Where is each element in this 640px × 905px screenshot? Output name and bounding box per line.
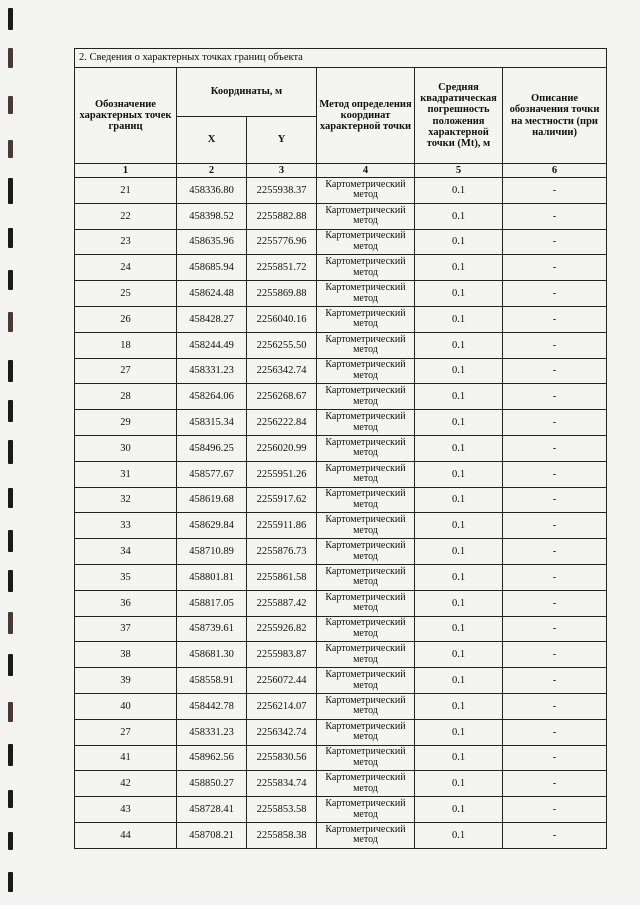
error-cell: 0.1 xyxy=(415,590,503,616)
point-cell: 35 xyxy=(75,564,177,590)
method-cell: Картометрический метод xyxy=(317,384,415,410)
binder-hole xyxy=(8,570,13,592)
table-row xyxy=(75,822,607,848)
table-row xyxy=(75,616,607,642)
column-number: 5 xyxy=(415,164,503,178)
binder-hole xyxy=(8,702,13,722)
error-cell: 0.1 xyxy=(415,332,503,358)
method-cell: Картометрический метод xyxy=(317,693,415,719)
method-cell: Картометрический метод xyxy=(317,564,415,590)
point-cell: 26 xyxy=(75,306,177,332)
point-cell: 21 xyxy=(75,178,177,204)
error-cell: 0.1 xyxy=(415,435,503,461)
x-coordinate-cell: 458336.80 xyxy=(177,178,247,204)
point-cell: 25 xyxy=(75,281,177,307)
point-cell: 37 xyxy=(75,616,177,642)
header-x: X xyxy=(177,117,247,164)
table-row xyxy=(75,668,607,694)
method-cell: Картометрический метод xyxy=(317,590,415,616)
description-cell: - xyxy=(503,281,607,307)
description-cell: - xyxy=(503,590,607,616)
y-coordinate-cell: 2255876.73 xyxy=(247,539,317,565)
header-error: Средняя квадратическая погрешность положения характерной точки (Mt), м xyxy=(415,68,503,164)
y-coordinate-cell: 2255911.86 xyxy=(247,513,317,539)
method-cell: Картометрический метод xyxy=(317,745,415,771)
description-cell: - xyxy=(503,642,607,668)
header-y: Y xyxy=(247,117,317,164)
point-cell: 34 xyxy=(75,539,177,565)
table-row xyxy=(75,203,607,229)
method-cell: Картометрический метод xyxy=(317,203,415,229)
table-row xyxy=(75,487,607,513)
x-coordinate-cell: 458739.61 xyxy=(177,616,247,642)
error-cell: 0.1 xyxy=(415,771,503,797)
y-coordinate-cell: 2255851.72 xyxy=(247,255,317,281)
table-row xyxy=(75,539,607,565)
binder-hole xyxy=(8,440,13,464)
error-cell: 0.1 xyxy=(415,487,503,513)
point-cell: 27 xyxy=(75,719,177,745)
error-cell: 0.1 xyxy=(415,745,503,771)
table-row xyxy=(75,435,607,461)
error-cell: 0.1 xyxy=(415,797,503,823)
y-coordinate-cell: 2255887.42 xyxy=(247,590,317,616)
method-cell: Картометрический метод xyxy=(317,281,415,307)
table-row xyxy=(75,745,607,771)
method-cell: Картометрический метод xyxy=(317,410,415,436)
x-coordinate-cell: 458619.68 xyxy=(177,487,247,513)
description-cell: - xyxy=(503,229,607,255)
x-coordinate-cell: 458681.30 xyxy=(177,642,247,668)
x-coordinate-cell: 458331.23 xyxy=(177,358,247,384)
point-cell: 43 xyxy=(75,797,177,823)
error-cell: 0.1 xyxy=(415,255,503,281)
binder-hole xyxy=(8,48,13,68)
y-coordinate-cell: 2255853.58 xyxy=(247,797,317,823)
method-cell: Картометрический метод xyxy=(317,229,415,255)
binder-hole xyxy=(8,8,13,30)
x-coordinate-cell: 458577.67 xyxy=(177,461,247,487)
x-coordinate-cell: 458315.34 xyxy=(177,410,247,436)
table-row xyxy=(75,564,607,590)
point-cell: 36 xyxy=(75,590,177,616)
point-cell: 40 xyxy=(75,693,177,719)
x-coordinate-cell: 458264.06 xyxy=(177,384,247,410)
description-cell: - xyxy=(503,178,607,204)
x-coordinate-cell: 458850.27 xyxy=(177,771,247,797)
binder-hole xyxy=(8,312,13,332)
point-cell: 39 xyxy=(75,668,177,694)
y-coordinate-cell: 2255926.82 xyxy=(247,616,317,642)
point-cell: 29 xyxy=(75,410,177,436)
point-cell: 33 xyxy=(75,513,177,539)
error-cell: 0.1 xyxy=(415,668,503,694)
point-cell: 30 xyxy=(75,435,177,461)
method-cell: Картометрический метод xyxy=(317,513,415,539)
description-cell: - xyxy=(503,616,607,642)
error-cell: 0.1 xyxy=(415,281,503,307)
y-coordinate-cell: 2256255.50 xyxy=(247,332,317,358)
column-number: 2 xyxy=(177,164,247,178)
x-coordinate-cell: 458244.49 xyxy=(177,332,247,358)
y-coordinate-cell: 2255869.88 xyxy=(247,281,317,307)
y-coordinate-cell: 2256268.67 xyxy=(247,384,317,410)
description-cell: - xyxy=(503,203,607,229)
description-cell: - xyxy=(503,797,607,823)
description-cell: - xyxy=(503,745,607,771)
binder-hole xyxy=(8,872,13,892)
binder-hole xyxy=(8,178,13,204)
description-cell: - xyxy=(503,384,607,410)
method-cell: Картометрический метод xyxy=(317,487,415,513)
boundary-points-table xyxy=(74,48,607,849)
table-row xyxy=(75,229,607,255)
error-cell: 0.1 xyxy=(415,461,503,487)
y-coordinate-cell: 2256342.74 xyxy=(247,719,317,745)
table-row xyxy=(75,281,607,307)
x-coordinate-cell: 458817.05 xyxy=(177,590,247,616)
description-cell: - xyxy=(503,539,607,565)
method-cell: Картометрический метод xyxy=(317,306,415,332)
description-cell: - xyxy=(503,358,607,384)
error-cell: 0.1 xyxy=(415,513,503,539)
x-coordinate-cell: 458442.78 xyxy=(177,693,247,719)
table-row xyxy=(75,358,607,384)
table-row xyxy=(75,771,607,797)
error-cell: 0.1 xyxy=(415,358,503,384)
error-cell: 0.1 xyxy=(415,822,503,848)
x-coordinate-cell: 458629.84 xyxy=(177,513,247,539)
column-number: 6 xyxy=(503,164,607,178)
x-coordinate-cell: 458398.52 xyxy=(177,203,247,229)
y-coordinate-cell: 2255938.37 xyxy=(247,178,317,204)
point-cell: 41 xyxy=(75,745,177,771)
table-row xyxy=(75,693,607,719)
table-row xyxy=(75,461,607,487)
error-cell: 0.1 xyxy=(415,178,503,204)
error-cell: 0.1 xyxy=(415,564,503,590)
y-coordinate-cell: 2256072.44 xyxy=(247,668,317,694)
error-cell: 0.1 xyxy=(415,384,503,410)
point-cell: 44 xyxy=(75,822,177,848)
column-number: 3 xyxy=(247,164,317,178)
y-coordinate-cell: 2255830.56 xyxy=(247,745,317,771)
header-coordinates: Координаты, м xyxy=(177,68,317,117)
x-coordinate-cell: 458708.21 xyxy=(177,822,247,848)
binder-hole xyxy=(8,140,13,158)
column-number: 4 xyxy=(317,164,415,178)
method-cell: Картометрический метод xyxy=(317,616,415,642)
document-page xyxy=(74,48,606,849)
y-coordinate-cell: 2255858.38 xyxy=(247,822,317,848)
x-coordinate-cell: 458685.94 xyxy=(177,255,247,281)
y-coordinate-cell: 2255983.87 xyxy=(247,642,317,668)
y-coordinate-cell: 2255776.96 xyxy=(247,229,317,255)
method-cell: Картометрический метод xyxy=(317,435,415,461)
description-cell: - xyxy=(503,771,607,797)
table-row xyxy=(75,590,607,616)
binder-hole xyxy=(8,488,13,508)
method-cell: Картометрический метод xyxy=(317,822,415,848)
table-row xyxy=(75,719,607,745)
point-cell: 24 xyxy=(75,255,177,281)
point-cell: 32 xyxy=(75,487,177,513)
description-cell: - xyxy=(503,461,607,487)
method-cell: Картометрический метод xyxy=(317,539,415,565)
table-row xyxy=(75,410,607,436)
y-coordinate-cell: 2256214.07 xyxy=(247,693,317,719)
binder-hole xyxy=(8,360,13,382)
x-coordinate-cell: 458710.89 xyxy=(177,539,247,565)
error-cell: 0.1 xyxy=(415,642,503,668)
method-cell: Картометрический метод xyxy=(317,642,415,668)
method-cell: Картометрический метод xyxy=(317,332,415,358)
error-cell: 0.1 xyxy=(415,693,503,719)
error-cell: 0.1 xyxy=(415,616,503,642)
description-cell: - xyxy=(503,513,607,539)
y-coordinate-cell: 2255861.58 xyxy=(247,564,317,590)
header-method: Метод определения координат характерной точки xyxy=(317,68,415,164)
error-cell: 0.1 xyxy=(415,410,503,436)
method-cell: Картометрический метод xyxy=(317,668,415,694)
point-cell: 27 xyxy=(75,358,177,384)
description-cell: - xyxy=(503,668,607,694)
method-cell: Картометрический метод xyxy=(317,797,415,823)
error-cell: 0.1 xyxy=(415,539,503,565)
description-cell: - xyxy=(503,822,607,848)
y-coordinate-cell: 2255834.74 xyxy=(247,771,317,797)
method-cell: Картометрический метод xyxy=(317,719,415,745)
x-coordinate-cell: 458624.48 xyxy=(177,281,247,307)
x-coordinate-cell: 458635.96 xyxy=(177,229,247,255)
binder-hole xyxy=(8,790,13,808)
binder-hole xyxy=(8,270,13,290)
point-cell: 42 xyxy=(75,771,177,797)
binder-hole xyxy=(8,612,13,634)
point-cell: 23 xyxy=(75,229,177,255)
section-title: 2. Сведения о характерных точках границ объекта xyxy=(75,49,607,68)
table-row xyxy=(75,332,607,358)
y-coordinate-cell: 2255917.62 xyxy=(247,487,317,513)
x-coordinate-cell: 458728.41 xyxy=(177,797,247,823)
description-cell: - xyxy=(503,332,607,358)
binder-hole xyxy=(8,654,13,676)
column-number-row xyxy=(75,164,607,178)
x-coordinate-cell: 458331.23 xyxy=(177,719,247,745)
y-coordinate-cell: 2255882.88 xyxy=(247,203,317,229)
x-coordinate-cell: 458801.81 xyxy=(177,564,247,590)
point-cell: 22 xyxy=(75,203,177,229)
x-coordinate-cell: 458428.27 xyxy=(177,306,247,332)
description-cell: - xyxy=(503,435,607,461)
description-cell: - xyxy=(503,410,607,436)
error-cell: 0.1 xyxy=(415,719,503,745)
header-description: Описание обозначения точки на местности (при наличии) xyxy=(503,68,607,164)
description-cell: - xyxy=(503,306,607,332)
method-cell: Картометрический метод xyxy=(317,178,415,204)
point-cell: 38 xyxy=(75,642,177,668)
description-cell: - xyxy=(503,693,607,719)
method-cell: Картометрический метод xyxy=(317,771,415,797)
y-coordinate-cell: 2255951.26 xyxy=(247,461,317,487)
x-coordinate-cell: 458558.91 xyxy=(177,668,247,694)
binder-hole xyxy=(8,228,13,248)
table-row xyxy=(75,178,607,204)
method-cell: Картометрический метод xyxy=(317,358,415,384)
x-coordinate-cell: 458496.25 xyxy=(177,435,247,461)
table-body xyxy=(75,178,607,849)
binder-hole xyxy=(8,400,13,422)
table-row xyxy=(75,797,607,823)
table-row xyxy=(75,642,607,668)
error-cell: 0.1 xyxy=(415,306,503,332)
x-coordinate-cell: 458962.56 xyxy=(177,745,247,771)
table-row xyxy=(75,306,607,332)
error-cell: 0.1 xyxy=(415,229,503,255)
y-coordinate-cell: 2256342.74 xyxy=(247,358,317,384)
column-number: 1 xyxy=(75,164,177,178)
description-cell: - xyxy=(503,487,607,513)
method-cell: Картометрический метод xyxy=(317,255,415,281)
binder-hole xyxy=(8,96,13,114)
header-point: Обозначение характерных точек границ xyxy=(75,68,177,164)
method-cell: Картометрический метод xyxy=(317,461,415,487)
error-cell: 0.1 xyxy=(415,203,503,229)
y-coordinate-cell: 2256040.16 xyxy=(247,306,317,332)
description-cell: - xyxy=(503,564,607,590)
binder-hole xyxy=(8,530,13,552)
binder-hole xyxy=(8,832,13,850)
table-row xyxy=(75,255,607,281)
table-row xyxy=(75,513,607,539)
description-cell: - xyxy=(503,255,607,281)
point-cell: 18 xyxy=(75,332,177,358)
binder-hole xyxy=(8,744,13,766)
description-cell: - xyxy=(503,719,607,745)
point-cell: 28 xyxy=(75,384,177,410)
y-coordinate-cell: 2256020.99 xyxy=(247,435,317,461)
table-row xyxy=(75,384,607,410)
point-cell: 31 xyxy=(75,461,177,487)
y-coordinate-cell: 2256222.84 xyxy=(247,410,317,436)
